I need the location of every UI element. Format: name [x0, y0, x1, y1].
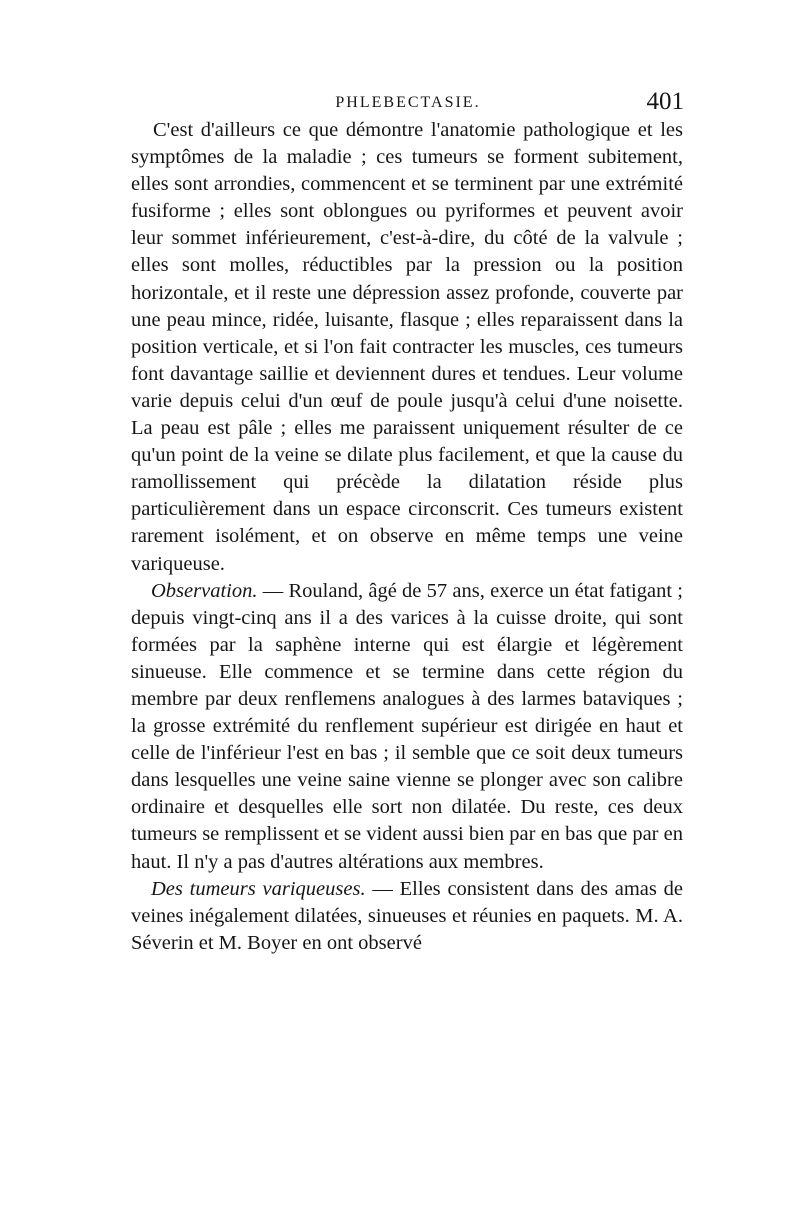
paragraph-observation — [131, 578, 683, 876]
running-head: PHLEBECTASIE. — [335, 94, 481, 111]
section-heading-varicose-tumours: Des tumeurs variqueuses. — [151, 877, 366, 900]
page-number: 401 — [646, 88, 684, 115]
page-header — [132, 88, 684, 120]
observation-heading: Observation. — [151, 579, 258, 602]
observation-text: — Rouland, âgé de 57 ans, exerce un état fatigant ; depuis vingt-cinq ans il a des varices à la cuisse droite, qui sont formées par la saphène interne qui est élargie et légèrement sinueuse. Elle commence et se termine dans cette région du membre par deux renflemens analogues à des larmes bataviques ; la grosse extrémité du renflement supérieur est dirigée en haut et celle de l'inférieur l'est en bas ; il semble que ce soit deux tumeurs dans lesquelles une veine saine vienne se plonger avec son calibre ordinaire et desquelles elle sort non dilatée. Du reste, ces deux tumeurs se remplissent et se vident aussi bien par en bas que par en haut. Il n'y a pas d'autres altérations aux membres. — [131, 579, 683, 873]
paragraph-anatomy: C'est d'ailleurs ce que démontre l'anatomie pathologique et les symptômes de la maladie ; ces tumeurs se forment subitement, elles sont arrondies, commencent et se terminent par une extrémité fusiforme ; elles sont oblongues ou pyriformes et peuvent avoir leur sommet inférieurement, c'est-à-dire, du côté de la valvule ; elles sont molles, réductibles par la pression ou la position horizontale, et il reste une dépression assez profonde, couverte par une peau mince, ridée, luisante, flasque ; elles reparaissent dans la position verticale, et si l'on fait contracter les muscles, ces tumeurs font davantage saillie et deviennent dures et tendues. Leur volume varie depuis celui d'un œuf de poule jusqu'à celui d'une noisette. La peau est pâle ; elles me paraissent uniquement résulter de ce qu'un point de la veine se dilate plus facilement, et que la cause du ramollissement qui précède la dilatation réside plus particulièrement dans un espace circonscrit. Ces tumeurs existent rarement isolément, et on observe en même temps une veine variqueuse. — [131, 119, 683, 575]
varicose-tumours-text: — Elles consistent dans des amas de veines inégalement dilatées, sinueuses et réunies en paquets. M. A. Séverin et M. Boyer en ont observé — [131, 877, 683, 954]
paragraph-varicose-tumours — [131, 876, 683, 957]
body-text — [131, 117, 683, 957]
